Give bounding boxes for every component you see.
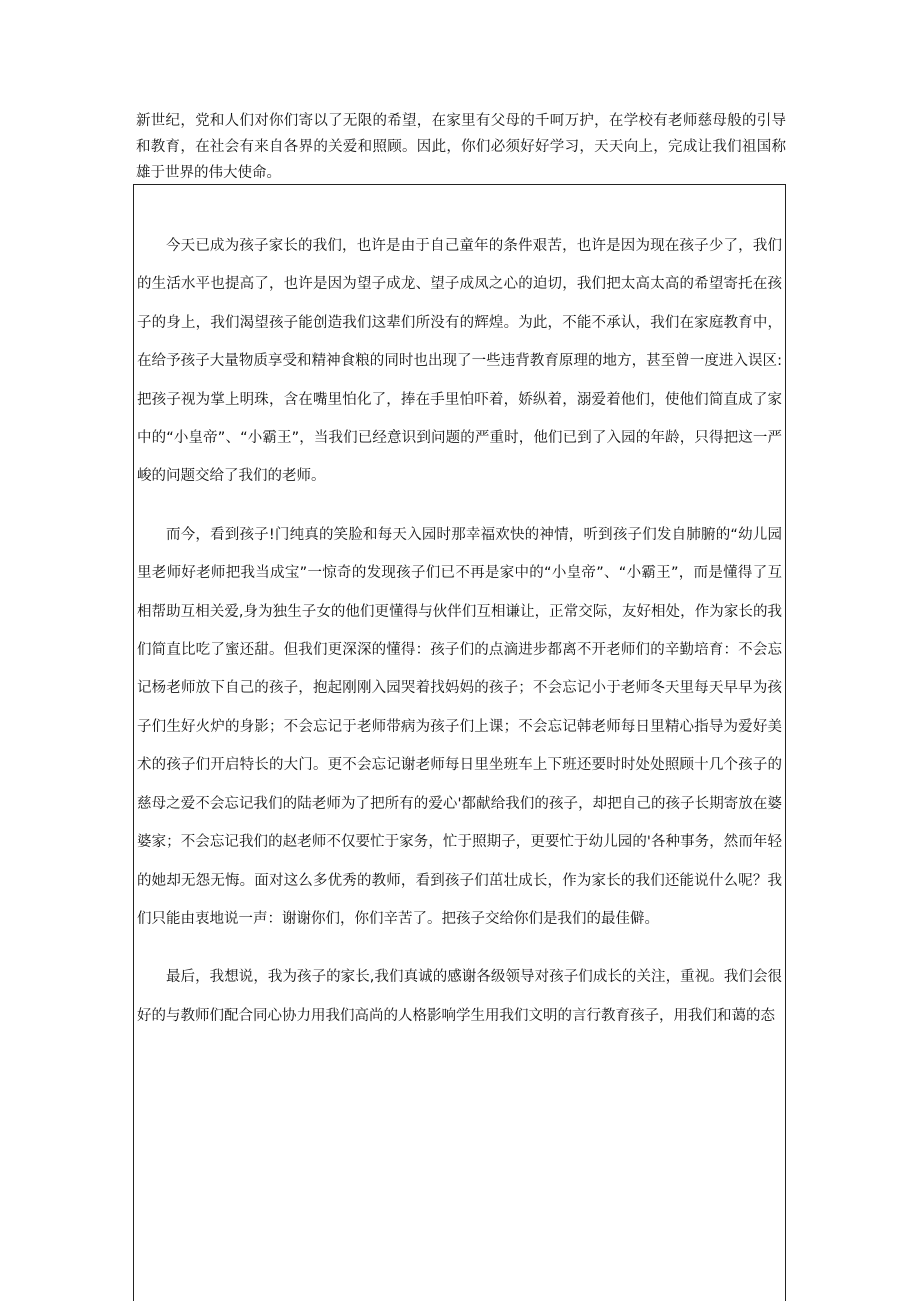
intro-paragraph: 新世纪，党和人们对你们寄以了无限的希望，在家里有父母的千呵万护，在学校有老师慈母般的引导和教育，在社会有来自各界的关爱和照顾。因此，你们必须好好学习，天天向上，完成让我们祖国称雄于世界的伟大使命。: [136, 113, 786, 181]
box-content: [137, 227, 782, 1055]
body-paragraph-1: 今天已成为孩子家长的我们，也许是由于自己童年的条件艰苦，也许是因为现在孩子少了，我们的生活水平也提高了，也许是因为望子成龙、望子成凤之心的迫切，我们把太高太高的希望寄托在孩子的身上，我们渴望孩子能创造我们这辈们所没有的辉煌。为此，不能不承认，我们在家庭教育中，在给予孩子大量物质享受和精神食粮的同时也出现了一些违背教育原理的地方，甚至曾一度进入误区:把孩子视为掌上明珠，含在嘴里怕化了，捧在手里怕吓着，娇纵着，溺爱着他们，使他们简直成了家中的“小皇帝”、“小霸王”，当我们已经意识到问题的严重时，他们已到了入园的年龄，只得把这一严峻的问题交给了我们的老师。: [137, 238, 782, 485]
bordered-text-box: [133, 184, 786, 1301]
body-paragraph-2: 而今，看到孩子!门纯真的笑脸和每天入园时那幸福欢快的神情，听到孩子们发自肺腑的“幼儿园里老师好老师把我当成宝”一惊奇的发现孩子们已不再是家中的“小皇帝”、“小霸王”，而是懂得了互相帮助互相关爱,身为独生子女的他们更懂得与伙伴们互相谦让，正常交际，友好相处，作为家长的我们简直比吃了蜜还甜。但我们更深深的懂得：孩子们的点滴进步都离不开老师们的辛勤培育：不会忘记杨老师放下自己的孩子，抱起刚刚入园哭着找妈妈的孩子；不会忘记小于老师冬天里每天早早为孩子们生好火炉的身影；不会忘记于老师带病为孩子们上课；不会忘记韩老师每日里精心指导为爱好美术的孩子们开启特长的大门。更不会忘记谢老师每日里坐班车上下班还要时时处处照顾十几个孩子的慈母之爱不会忘记我们的陆老师为了把所有的爱心'都献给我们的孩子，却把自己的孩子长期寄放在婆婆家；不会忘记我们的赵老师不仅要忙于家务，忙于照期子，更要忙于幼儿园的'各种事务，然而年轻的她却无怨无悔。面对这么多优秀的教师，看到孩子们茁壮成长，作为家长的我们还能说什么呢？我们只能由衷地说一声：谢谢你们，你们辛苦了。把孩子交给你们是我们的最佳僻。: [137, 526, 782, 927]
body-paragraph-3: 最后，我想说，我为孩子的家长,我们真诚的感谢各级领导对孩子们成长的关注，重视。我们会很好的与教师们配合同心协力用我们高尚的人格影响学生用我们文明的言行教育孩子，用我们和蔼的态: [137, 969, 782, 1024]
